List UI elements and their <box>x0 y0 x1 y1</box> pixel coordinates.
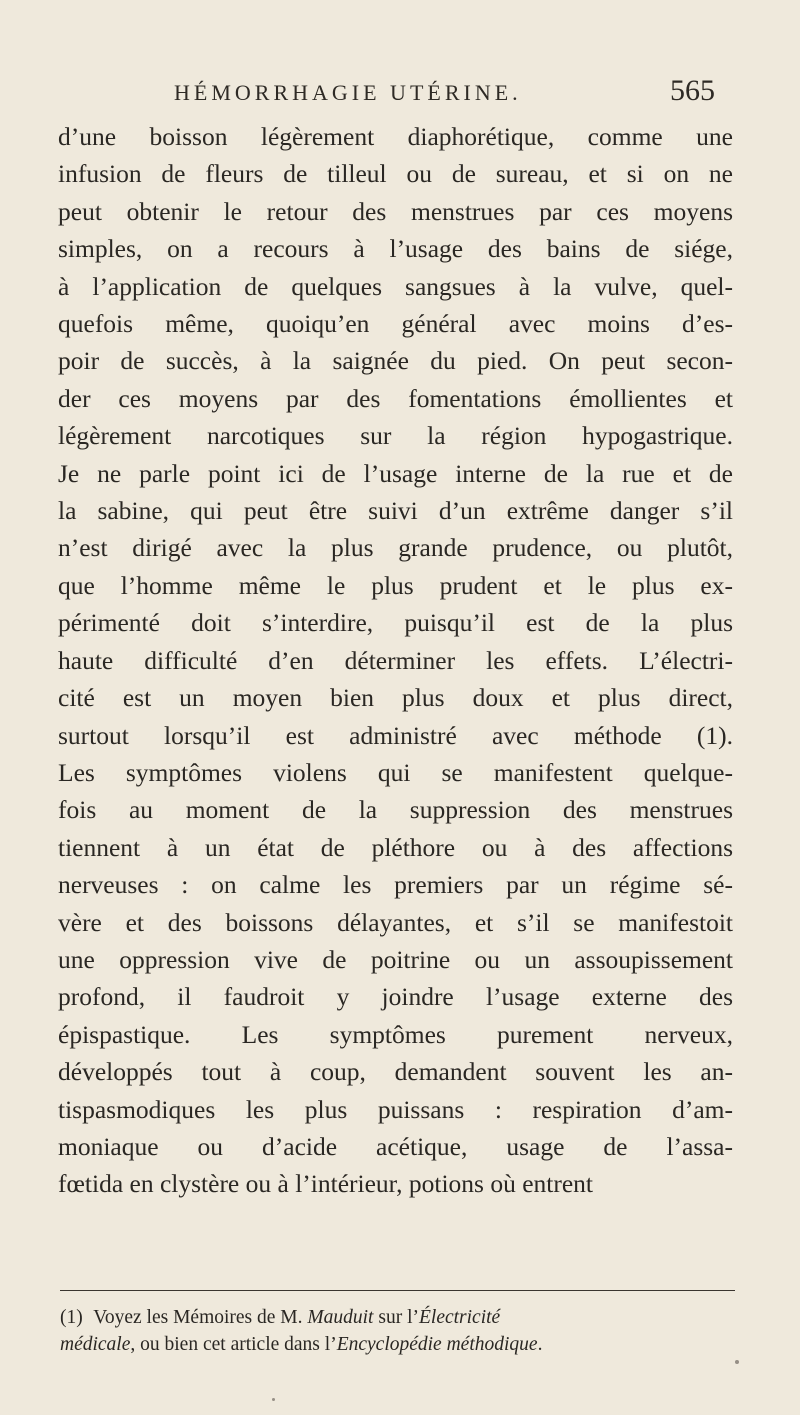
text-line: moniaque ou d’acide acétique, usage de l’assa- <box>58 1131 733 1161</box>
text-line: d’une boisson légèrement diaphorétique, comme une <box>58 122 733 151</box>
body-text <box>58 118 733 1203</box>
footnote-work-title: Électricité <box>418 1307 501 1328</box>
text-line: poir de succès, à la saignée du pied. On peut secon- <box>58 346 733 376</box>
text-line: der ces moyens par des fomentations émollientes et <box>58 383 733 413</box>
text-line: quefois même, quoiqu’en général avec moins d’es- <box>58 309 733 339</box>
ink-speck <box>272 1398 275 1401</box>
footnote-rule <box>60 1290 735 1291</box>
text-line: profond, il faudroit y joindre l’usage externe des <box>58 982 733 1012</box>
footnote-text: . <box>537 1334 543 1355</box>
text-line: périmenté doit s’interdire, puisqu’il est de la plus <box>58 608 733 638</box>
footnote-work-title: médicale <box>60 1334 131 1355</box>
text-line: fœtida en clystère ou à l’intérieur, potions où entrent <box>58 1169 594 1199</box>
running-head: HÉMORRHAGIE UTÉRINE. <box>174 80 522 105</box>
text-line: simples, on a recours à l’usage des bains de siége, <box>58 234 733 264</box>
text-line: à l’application de quelques sangsues à la vulve, quel- <box>58 271 733 301</box>
text-line: infusion de fleurs de tilleul ou de sureau, et si on ne <box>58 159 733 189</box>
text-line: une oppression vive de poitrine ou un assoupissement <box>58 944 733 974</box>
text-line: Je ne parle point ici de l’usage interne de la rue et de <box>58 458 733 488</box>
text-line: fois au moment de la suppression des menstrues <box>58 795 733 825</box>
text-line: tiennent à un état de pléthore ou à des affections <box>58 832 733 862</box>
footnote-encyclopedia: Encyclopédie méthodique <box>336 1334 538 1355</box>
text-line: vère et des boissons délayantes, et s’il se manifestoit <box>58 907 733 937</box>
footnote-line <box>60 1304 735 1331</box>
text-line: Les symptômes violens qui se manifestent quelque- <box>58 757 733 787</box>
text-line: nerveuses : on calme les premiers par un régime sé- <box>58 870 733 900</box>
text-line: haute difficulté d’en déterminer les effets. L’électri- <box>58 645 733 675</box>
text-line: n’est dirigé avec la plus grande prudence, ou plutôt, <box>58 533 733 563</box>
text-line: surtout lorsqu’il est administré avec méthode (1). <box>58 720 733 750</box>
page-number: 565 <box>670 74 715 107</box>
footnote-marker: (1) <box>60 1307 83 1328</box>
footnote <box>60 1304 735 1358</box>
text-line: développés tout à coup, demandent souvent les an- <box>58 1057 733 1087</box>
text-line: épispastique. Les symptômes purement nerveux, <box>58 1019 733 1049</box>
page-header <box>150 74 715 114</box>
text-line: légèrement narcotiques sur la région hypogastrique. <box>58 421 733 451</box>
text-line: la sabine, qui peut être suivi d’un extrême danger s’il <box>58 496 733 526</box>
text-line: peut obtenir le retour des menstrues par ces moyens <box>58 196 733 226</box>
text-line: que l’homme même le plus prudent et le plus ex- <box>58 570 733 600</box>
footnote-author: Mauduit <box>307 1307 374 1328</box>
footnote-text: sur l’ <box>378 1307 419 1328</box>
text-line: tispasmodiques les plus puissans : respiration d’am- <box>58 1094 733 1124</box>
footnote-text: , ou bien cet article dans l’ <box>130 1334 337 1355</box>
footnote-line <box>60 1331 735 1358</box>
text-line: cité est un moyen bien plus doux et plus direct, <box>58 683 733 713</box>
footnote-text: Voyez les Mémoires de M. <box>93 1307 303 1328</box>
ink-speck <box>735 1360 739 1364</box>
